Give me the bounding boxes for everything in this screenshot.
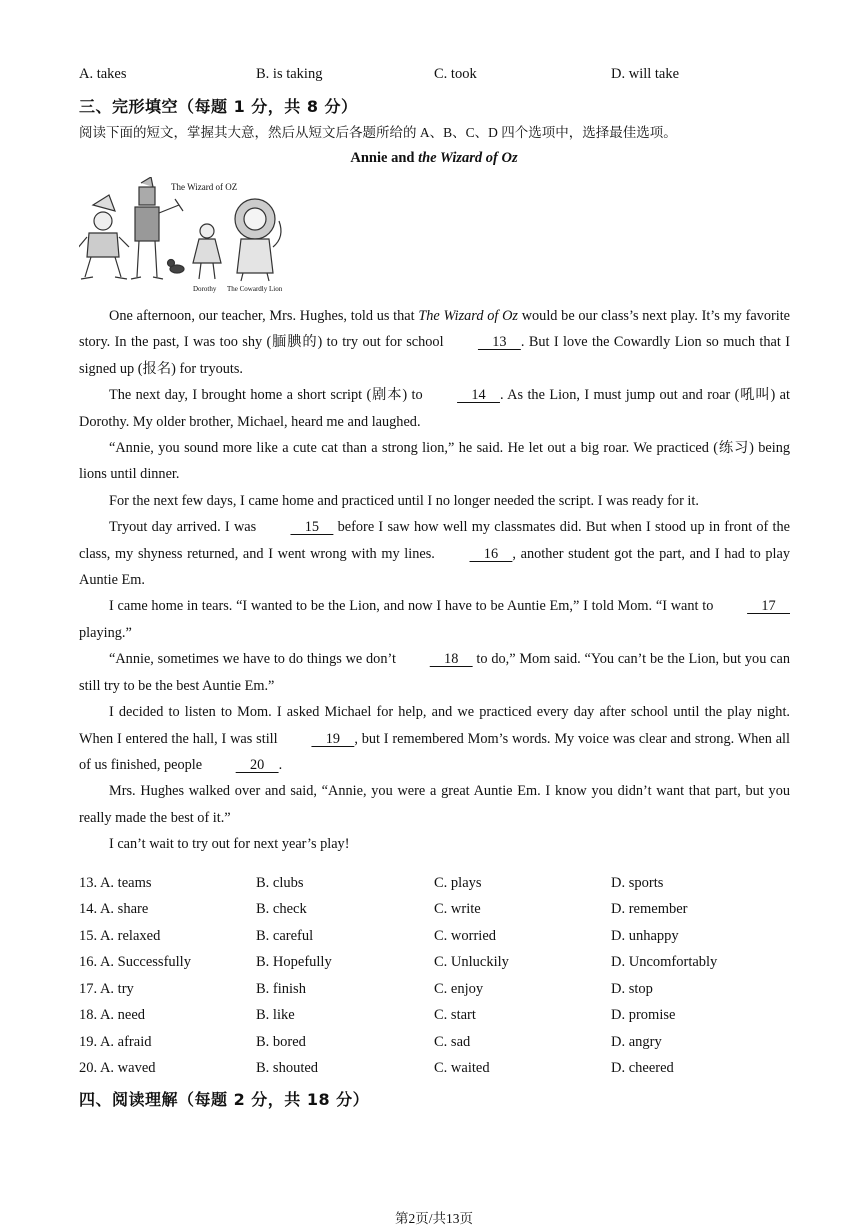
paragraph-8 xyxy=(79,699,790,778)
option-d: D. promise xyxy=(611,1007,676,1023)
option-c: C. write xyxy=(434,901,481,917)
text: , another student got the part, and I had to play Auntie Em. xyxy=(79,545,790,589)
option-c: C. waited xyxy=(434,1060,490,1076)
option-a: 19. A. afraid xyxy=(79,1034,152,1050)
blank-17: 17 xyxy=(747,598,790,615)
section-3-heading: 三、完形填空（每题 1 分，共 8 分） xyxy=(79,97,358,116)
paragraph-3: “Annie, you sound more like a cute cat than a strong lion,” he said. He let out a big roar. We practiced (练习) being lions until dinner. xyxy=(79,440,790,483)
cloze-passage xyxy=(79,303,790,858)
option-a: 18. A. need xyxy=(79,1007,146,1023)
option-row-18 xyxy=(79,1007,799,1029)
option-row-16 xyxy=(79,954,799,976)
option-d: D. remember xyxy=(611,901,688,917)
text: The next day, I brought home a short script (剧本) to xyxy=(109,387,428,404)
option-c: C. worried xyxy=(434,928,497,944)
previous-question-options xyxy=(79,66,799,88)
paragraph-10: I can’t wait to try out for next year’s play! xyxy=(109,836,350,853)
paragraph-2 xyxy=(79,382,790,435)
option-b: B. check xyxy=(256,901,307,917)
option-row-14 xyxy=(79,901,799,923)
blank-20: 20 xyxy=(235,756,279,773)
option-b: B. is taking xyxy=(256,66,323,82)
option-c: C. enjoy xyxy=(434,981,484,997)
italic-title: The Wizard of Oz xyxy=(418,308,518,324)
illustration-caption-top: The Wizard of OZ xyxy=(171,182,238,192)
section-3-instruction: 阅读下面的短文，掌握其大意，然后从短文后各题所给的 A、B、C、D 四个选项中，选择最佳选项。 xyxy=(79,125,677,140)
text: I decided to listen to Mom. I asked Michael for help, and we practiced every day after school until the play night. When I entered the hall, I was still xyxy=(79,704,790,747)
option-b: B. clubs xyxy=(256,875,304,891)
option-c: C. start xyxy=(434,1007,476,1023)
passage-title xyxy=(0,150,868,167)
option-c: C. Unluckily xyxy=(434,954,509,970)
option-row-15 xyxy=(79,928,799,950)
option-d: D. sports xyxy=(611,875,664,891)
text: . But I love the Cowardly Lion so much that I signed up (报名) for tryouts. xyxy=(79,334,790,377)
paragraph-1 xyxy=(79,303,790,382)
option-d: D. stop xyxy=(611,981,653,997)
option-c: C. plays xyxy=(434,875,482,891)
page-number-footer: 第2页/共13页 xyxy=(394,1211,473,1226)
text: Tryout day arrived. I was xyxy=(109,519,261,536)
title-prefix: Annie and xyxy=(350,150,419,166)
blank-16: 16 xyxy=(469,545,513,562)
option-a: 16. A. Successfully xyxy=(79,954,191,970)
blank-18: 18 xyxy=(429,651,473,668)
option-a: 15. A. relaxed xyxy=(79,928,161,944)
blank-14: 14 xyxy=(457,387,500,404)
text: playing.” xyxy=(79,624,132,641)
option-row-19 xyxy=(79,1034,799,1056)
option-b: B. Hopefully xyxy=(256,954,332,970)
option-d: D. cheered xyxy=(611,1060,674,1076)
illustration-caption-lion: The Cowardly Lion xyxy=(227,285,283,293)
text: . As the Lion, I must jump out and roar (吼叫) at Dorothy. My older brother, Michael, heard me and laughed. xyxy=(79,387,790,430)
paragraph-9: Mrs. Hughes walked over and said, “Annie, you were a great Auntie Em. I know you didn’t want that part, but you really made the best of it.” xyxy=(79,783,790,826)
blank-15: 15 xyxy=(290,519,334,536)
option-b: B. careful xyxy=(256,928,314,944)
paragraph-6 xyxy=(79,593,790,646)
option-d: D. Uncomfortably xyxy=(611,954,718,970)
option-b: B. bored xyxy=(256,1034,306,1050)
option-d: D. angry xyxy=(611,1034,662,1050)
text: One afternoon, our teacher, Mrs. Hughes, told us that xyxy=(109,308,419,324)
option-a: 13. A. teams xyxy=(79,875,152,891)
text: . xyxy=(278,756,283,773)
option-b: B. shouted xyxy=(256,1060,319,1076)
option-c: C. sad xyxy=(434,1034,471,1050)
text: to do,” Mom said. “You can’t be the Lion, but you can still try to be the best Auntie Em.” xyxy=(79,651,790,694)
option-row-13 xyxy=(79,875,799,897)
option-c: C. took xyxy=(434,66,477,82)
option-a: 20. A. waved xyxy=(79,1060,156,1076)
blank-13: 13 xyxy=(477,334,521,351)
text: I came home in tears. “I wanted to be the Lion, and now I have to be Auntie Em,” I told Mom. “I want to xyxy=(109,598,718,615)
paragraph-5 xyxy=(79,514,790,593)
text: “Annie, sometimes we have to do things we don’t xyxy=(109,651,400,668)
wizard-of-oz-illustration xyxy=(79,177,289,295)
blank-19: 19 xyxy=(311,730,355,747)
option-a: A. takes xyxy=(79,66,127,82)
text: would be our class’s next play. It’s my favorite story. In the past, I was too shy (腼腆的) to try out for school xyxy=(79,308,791,351)
title-italic: the Wizard of Oz xyxy=(418,150,518,166)
option-a: 17. A. try xyxy=(79,981,134,997)
option-a: 14. A. share xyxy=(79,901,149,917)
text: before I saw how well my classmates did. But when I stood up in front of the class, my shyness returned, and I went wrong with my lines. xyxy=(79,519,790,562)
option-d: D. will take xyxy=(611,66,680,82)
illustration-drawing xyxy=(79,177,289,295)
option-b: B. finish xyxy=(256,981,306,997)
paragraph-4: For the next few days, I came home and practiced until I no longer needed the script. I was ready for it. xyxy=(109,492,699,509)
paragraph-7 xyxy=(79,646,790,699)
option-d: D. unhappy xyxy=(611,928,679,944)
text: , but I remembered Mom’s words. My voice was clear and strong. When all of us finished, people xyxy=(79,730,790,773)
option-row-17 xyxy=(79,981,799,1003)
option-b: B. like xyxy=(256,1007,295,1023)
option-row-20 xyxy=(79,1060,799,1082)
section-4-heading: 四、阅读理解（每题 2 分，共 18 分） xyxy=(79,1090,370,1109)
illustration-caption-dorothy: Dorothy xyxy=(193,285,217,293)
